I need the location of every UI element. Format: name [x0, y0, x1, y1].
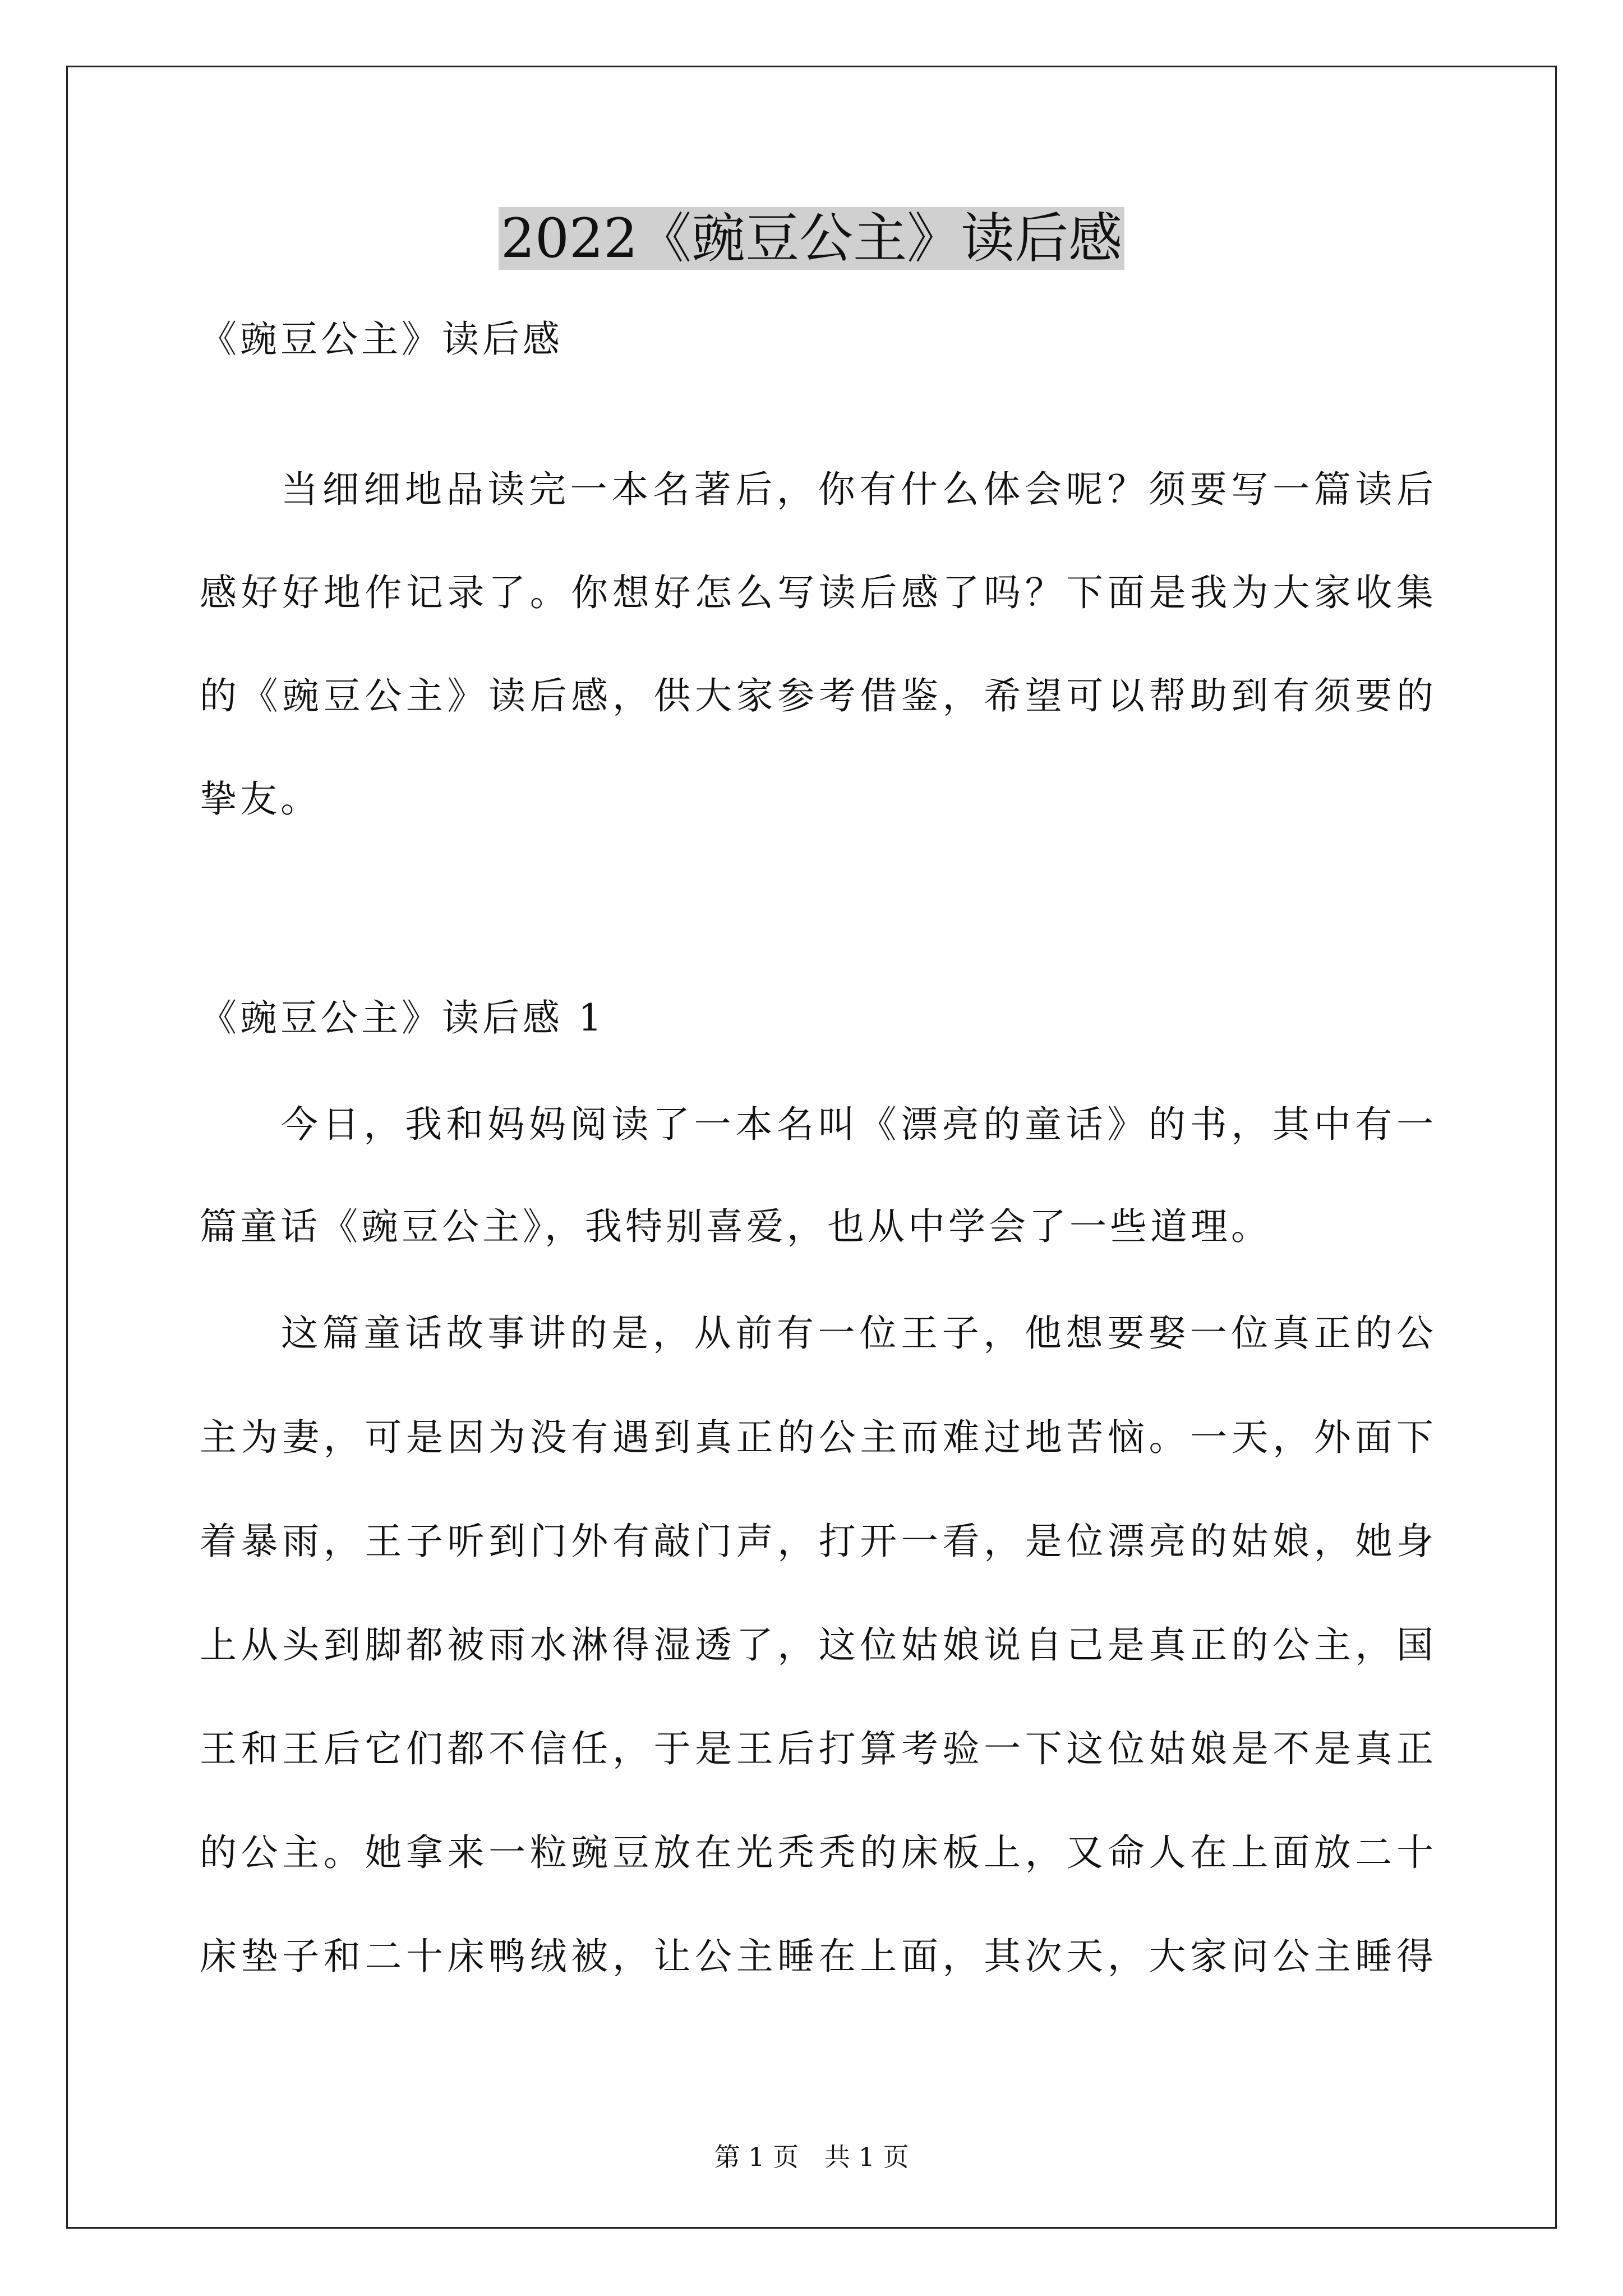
paragraph2-line-1: 这篇童话故事讲的是，从前有一位王子，他想要娶一位真正的公 [281, 1312, 1433, 1355]
intro-line-1: 当细细地品读完一本名著后，你有什么体会呢？须要写一篇读后 [281, 468, 1433, 511]
paragraph1-line-2: 篇童话《豌豆公主》，我特别喜爱，也从中学会了一些道理。 [200, 1205, 1271, 1248]
main-heading: 《豌豆公主》读后感 [200, 318, 563, 361]
intro-line-4: 挚友。 [200, 777, 321, 821]
paragraph2-line-4: 上从头到脚都被雨水淋得湿透了，这位姑娘说自己是真正的公主，国 [200, 1623, 1433, 1667]
paragraph2-line-7: 床垫子和二十床鸭绒被，让公主睡在上面，其次天，大家问公主睡得 [200, 1935, 1433, 1978]
intro-line-3: 的《豌豆公主》读后感，供大家参考借鉴，希望可以帮助到有须要的 [200, 674, 1433, 717]
paragraph2-line-6: 的公主。她拿来一粒豌豆放在光秃秃的床板上，又命人在上面放二十 [200, 1831, 1433, 1874]
paragraph2-line-5: 王和王后它们都不信任，于是王后打算考验一下这位姑娘是不是真正 [200, 1727, 1433, 1770]
document-title [0, 205, 1623, 272]
page-footer: 第 1 页 共 1 页 [714, 2142, 909, 2172]
document-title-text: 2022《豌豆公主》读后感 [499, 207, 1124, 270]
section-heading-1: 《豌豆公主》读后感 1 [200, 996, 605, 1039]
paragraph1-line-1: 今日，我和妈妈阅读了一本名叫《漂亮的童话》的书，其中有一 [281, 1103, 1433, 1146]
paragraph2-line-3: 着暴雨，王子听到门外有敲门声，打开一看，是位漂亮的姑娘，她身 [200, 1520, 1433, 1563]
intro-line-2: 感好好地作记录了。你想好怎么写读后感了吗？下面是我为大家收集 [200, 571, 1433, 614]
paragraph2-line-2: 主为妻，可是因为没有遇到真正的公主而难过地苦恼。一天，外面下 [200, 1416, 1433, 1459]
